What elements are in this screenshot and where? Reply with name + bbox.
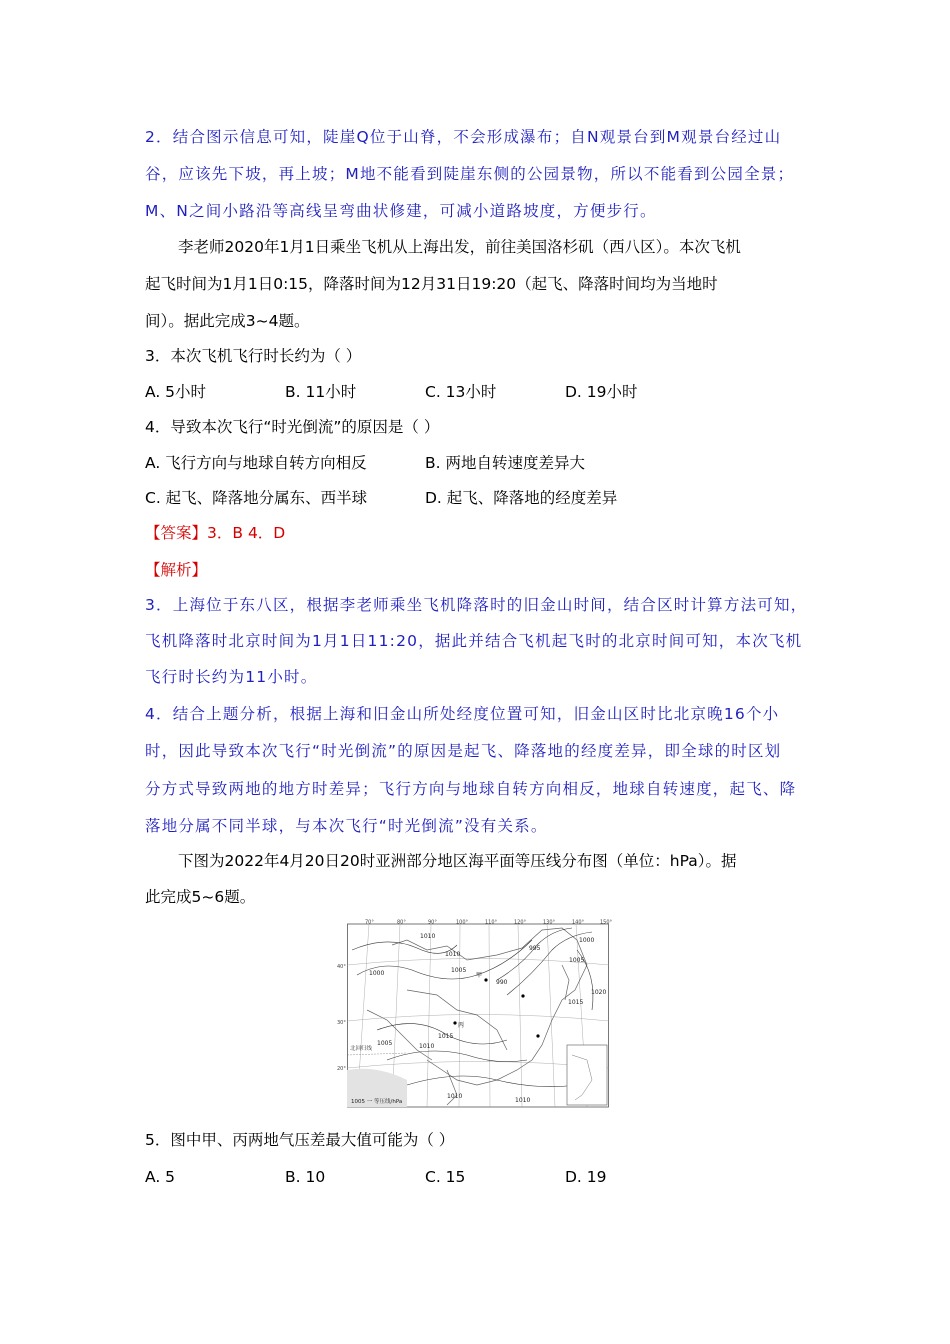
analysis-line-3: 飞行时长约为11小时。 xyxy=(145,668,318,686)
passage-34-line-2: 起飞时间为1月1日0:15，降落时间为12月31日19:20（起飞、降落时间均为当地时 xyxy=(145,275,718,293)
place-bing-label: 丙 xyxy=(458,1022,465,1029)
isobar-label: 1015 xyxy=(568,999,584,1006)
isobar-label: 1005 xyxy=(451,967,467,974)
passage-56-line-2: 此完成5~6题。 xyxy=(145,888,256,906)
isobar-label: 1000 xyxy=(369,970,385,977)
inset-map xyxy=(567,1045,607,1105)
isobar-map-figure xyxy=(337,919,613,1108)
lon-label: 150° xyxy=(600,919,613,926)
isobar-label: 1010 xyxy=(420,933,436,940)
lat-label: 30° xyxy=(337,1020,346,1026)
question-5-stem: 5．图中甲、丙两地气压差最大值可能为（ ） xyxy=(145,1131,455,1149)
isobar-label: 995 xyxy=(529,945,541,952)
place-dot xyxy=(521,994,524,997)
analysis-line-5: 时，因此导致本次飞行“时光倒流”的原因是起飞、降落地的经度差异，即全球的时区划 xyxy=(145,742,782,760)
lon-label: 90° xyxy=(428,919,437,926)
explanation-2-line-2: 谷，应该先下坡，再上坡；M地不能看到陡崖东侧的公园景物，所以不能看到公园全景； xyxy=(145,165,795,183)
q4-option-d: D. 起飞、降落地的经度差异 xyxy=(425,489,618,507)
place-jia-dot xyxy=(484,978,487,981)
place-dot xyxy=(536,1034,539,1037)
lon-label: 100° xyxy=(456,919,469,926)
passage-56-line-1: 下图为2022年4月20日20时亚洲部分地区海平面等压线分布图（单位：hPa）。据 xyxy=(178,852,737,870)
isobar-label: 1010 xyxy=(445,951,461,958)
tropic-label: 北回归线 xyxy=(350,1046,373,1052)
lon-label: 130° xyxy=(543,919,556,926)
isobar-label: 1005 xyxy=(377,1040,393,1047)
question-4-stem: 4．导致本次飞行“时光倒流”的原因是（ ） xyxy=(145,418,440,436)
q5-option-b: B. 10 xyxy=(285,1168,326,1186)
isobar-label: 1010 xyxy=(447,1093,463,1100)
map-legend: 1005 一 等压线/hPa xyxy=(351,1099,403,1105)
analysis-line-4: 4．结合上题分析，根据上海和旧金山所处经度位置可知，旧金山区时比北京晚16个小 xyxy=(145,705,780,723)
q4-option-c: C. 起飞、降落地分属东、西半球 xyxy=(145,489,368,507)
lon-label: 80° xyxy=(397,919,406,926)
q5-option-a: A. 5 xyxy=(145,1168,176,1186)
explanation-2-line-1: 2．结合图示信息可知，陡崖Q位于山脊，不会形成瀑布；自N观景台到M观景台经过山 xyxy=(145,128,782,146)
isobar-label: 1005 xyxy=(569,957,585,964)
q4-option-b: B. 两地自转速度差异大 xyxy=(425,454,585,472)
answer-line xyxy=(145,523,285,543)
q3-option-d: D. 19小时 xyxy=(565,383,638,401)
lat-label: 20° xyxy=(337,1066,346,1072)
isobar-label: 1010 xyxy=(419,1043,435,1050)
passage-34-line-1: 李老师2020年1月1日乘坐飞机从上海出发，前往美国洛杉矶（西八区）。本次飞机 xyxy=(178,238,741,256)
analysis-line-1: 3．上海位于东八区，根据李老师乘坐飞机降落时的旧金山时间，结合区时计算方法可知， xyxy=(145,596,808,614)
passage-34-line-3: 间）。据此完成3~4题。 xyxy=(145,312,310,330)
analysis-label: 【解析】 xyxy=(145,561,208,579)
isobar-label: 1010 xyxy=(515,1097,531,1104)
place-jia-label: 甲 xyxy=(476,972,483,979)
lon-label: 120° xyxy=(514,919,527,926)
isobar-label: 1015 xyxy=(438,1033,454,1040)
analysis-line-7: 落地分属不同半球，与本次飞行“时光倒流”没有关系。 xyxy=(145,817,548,835)
lon-label: 140° xyxy=(572,919,585,926)
answer-label: 【答案】 xyxy=(145,524,208,542)
isobar-label: 1020 xyxy=(591,989,607,996)
analysis-line-6: 分方式导致两地的地方时差异；飞行方向与地球自转方向相反，地球自转速度，起飞、降 xyxy=(145,780,797,798)
isobar-label: 990 xyxy=(496,979,508,986)
lon-label: 70° xyxy=(365,919,374,926)
q3-option-c: C. 13小时 xyxy=(425,383,497,401)
analysis-line-2: 飞机降落时北京时间为1月1日11:20，据此并结合飞机起飞时的北京时间可知，本次飞机 xyxy=(145,632,803,650)
q3-option-a: A. 5小时 xyxy=(145,383,207,401)
place-bing-dot xyxy=(453,1021,456,1024)
q5-option-c: C. 15 xyxy=(425,1168,466,1186)
question-3-stem: 3．本次飞机飞行时长约为（ ） xyxy=(145,347,362,365)
explanation-2-line-3: M、N之间小路沿等高线呈弯曲状修建，可减小道路坡度，方便步行。 xyxy=(145,202,657,220)
q3-option-b: B. 11小时 xyxy=(285,383,357,401)
lat-label: 40° xyxy=(337,964,346,970)
answer-text: 3．B 4．D xyxy=(207,524,286,542)
q4-option-a: A. 飞行方向与地球自转方向相反 xyxy=(145,454,367,472)
q5-option-d: D. 19 xyxy=(565,1168,607,1186)
lon-label: 110° xyxy=(485,919,498,926)
isobar-label: 1000 xyxy=(579,937,595,944)
